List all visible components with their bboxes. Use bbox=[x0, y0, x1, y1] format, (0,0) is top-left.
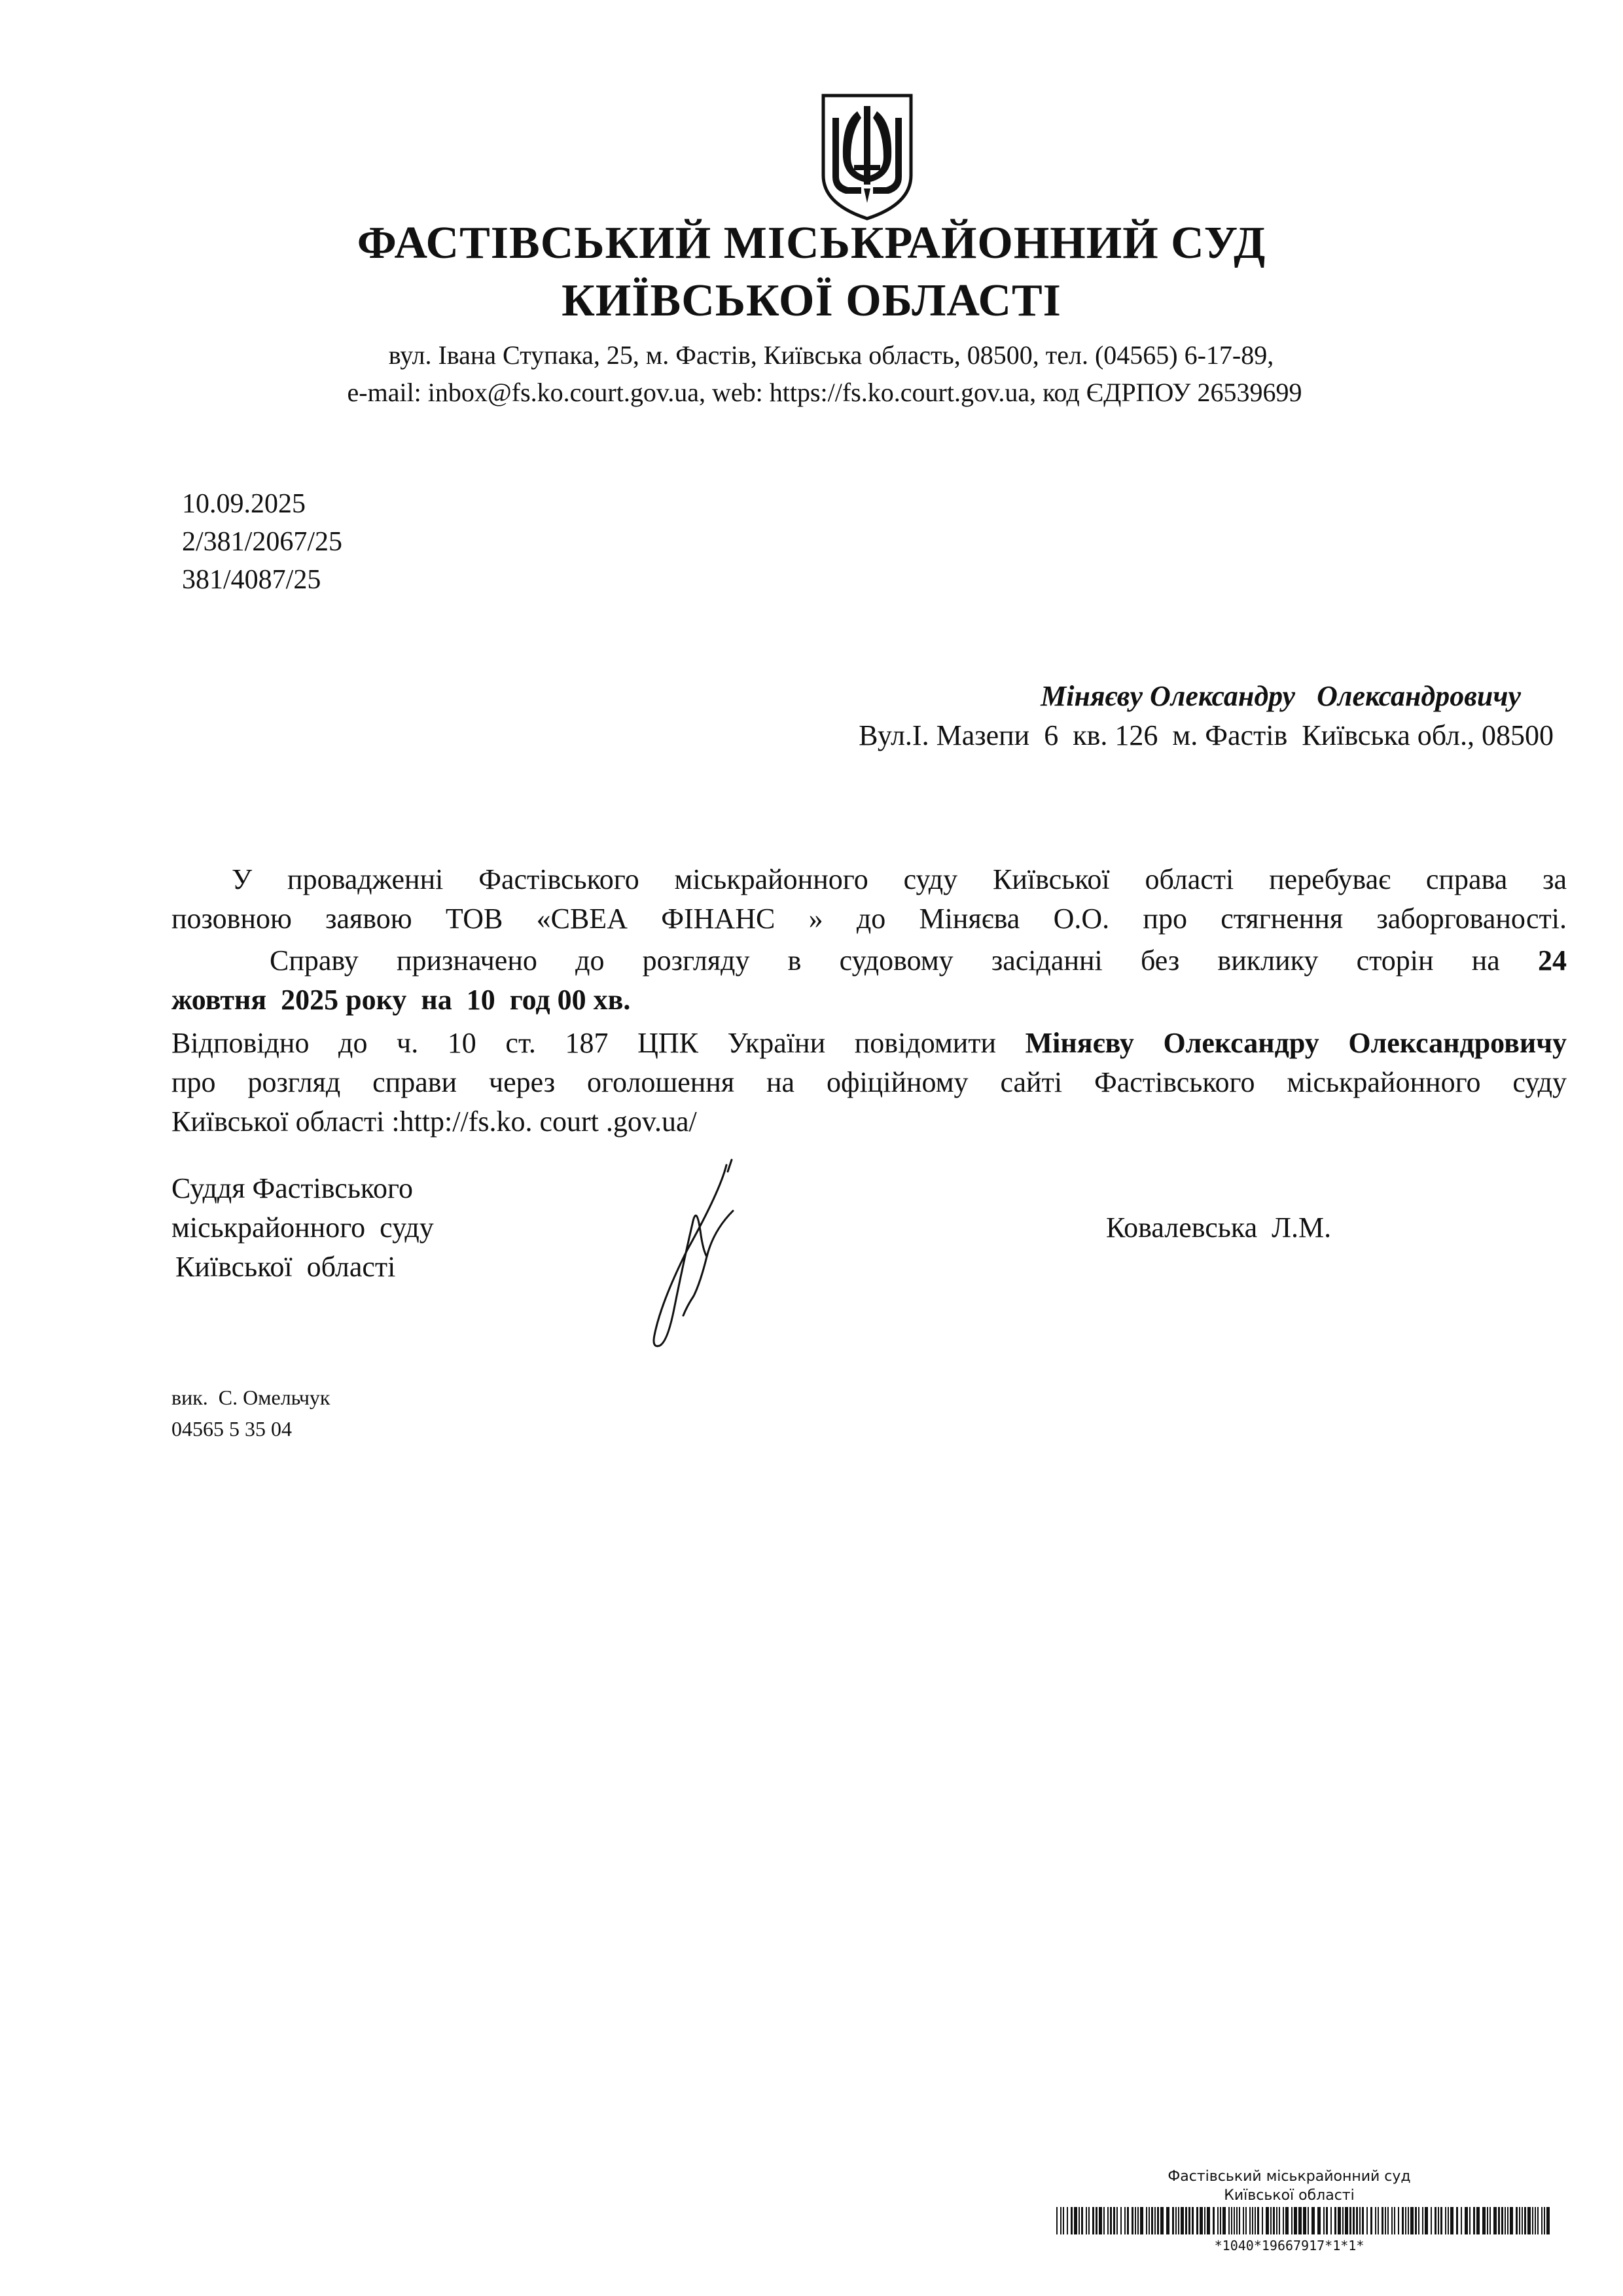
stamp-court-name: Фастівський міськрайонний суд bbox=[1168, 2168, 1411, 2185]
hearing-text: Справу призначено до розгляду в судовому засіданні без виклику сторін на bbox=[270, 944, 1500, 977]
judge-title-line3: Київської області bbox=[175, 1251, 396, 1283]
case-number: 381/4087/25 bbox=[182, 565, 321, 595]
judge-title-line1: Суддя Фастівського bbox=[171, 1172, 413, 1204]
body-paragraph-3-line-1 bbox=[171, 1026, 1567, 1060]
stamp-region: Київської області bbox=[1224, 2187, 1355, 2204]
court-address-line1: вул. Івана Ступака, 25, м. Фастів, Київська область, 08500, тел. (04565) 6-17-89, bbox=[388, 340, 1274, 370]
court-name-line1: ФАСТІВСЬКИЙ МІСЬКРАЙОННИЙ СУД bbox=[357, 218, 1266, 268]
judge-title-line2: міськрайонного суду bbox=[171, 1211, 434, 1244]
notice-recipient-name: Міняєву Олександру Олександровичу bbox=[1025, 1027, 1567, 1059]
recipient-address: Вул.І. Мазепи 6 кв. 126 м. Фастів Київська обл., 08500 bbox=[859, 719, 1554, 751]
body-paragraph-1-line-2: позовною заявою ТОВ «СВЕА ФІНАНС » до Міняєва О.О. про стягнення заборгованості. bbox=[171, 903, 1567, 935]
document-date: 10.09.2025 bbox=[182, 489, 306, 519]
court-website-text: Київської області :http://fs.ko. court .gov.ua/ bbox=[171, 1105, 697, 1138]
barcode-icon bbox=[1056, 2207, 1551, 2234]
body-paragraph-1-line-1: У провадженні Фастівського міськрайонного суду Київської області перебуває справа за bbox=[232, 863, 1567, 895]
outgoing-number: 2/381/2067/25 bbox=[182, 527, 343, 557]
body-paragraph-2-line-1 bbox=[171, 944, 1567, 978]
judge-name: Ковалевська Л.М. bbox=[1106, 1211, 1332, 1244]
recipient-name: Міняєву Олександру Олександровичу bbox=[1041, 680, 1521, 712]
executor-name: вик. С. Омельчук bbox=[171, 1386, 330, 1409]
body-paragraph-3-line-2: про розгляд справи через оголошення на офіційному сайті Фастівського міськрайонного суду bbox=[171, 1066, 1567, 1098]
handwritten-signature bbox=[615, 1152, 766, 1361]
court-name-line2: КИЇВСЬКОЇ ОБЛАСТІ bbox=[562, 276, 1061, 326]
court-address-line2: e-mail: inbox@fs.ko.court.gov.ua, web: https://fs.ko.court.gov.ua, код ЄДРПОУ 26539699 bbox=[347, 378, 1302, 407]
hearing-day: 24 bbox=[1538, 944, 1567, 977]
executor-phone: 04565 5 35 04 bbox=[171, 1417, 292, 1441]
notice-text: Відповідно до ч. 10 ст. 187 ЦПК України повідомити bbox=[171, 1027, 997, 1059]
hearing-date-time: жовтня 2025 року на 10 год 00 хв. bbox=[171, 984, 631, 1016]
coat-of-arms-icon bbox=[818, 92, 916, 223]
barcode-number: *1040*19667917*1*1* bbox=[1214, 2238, 1364, 2253]
